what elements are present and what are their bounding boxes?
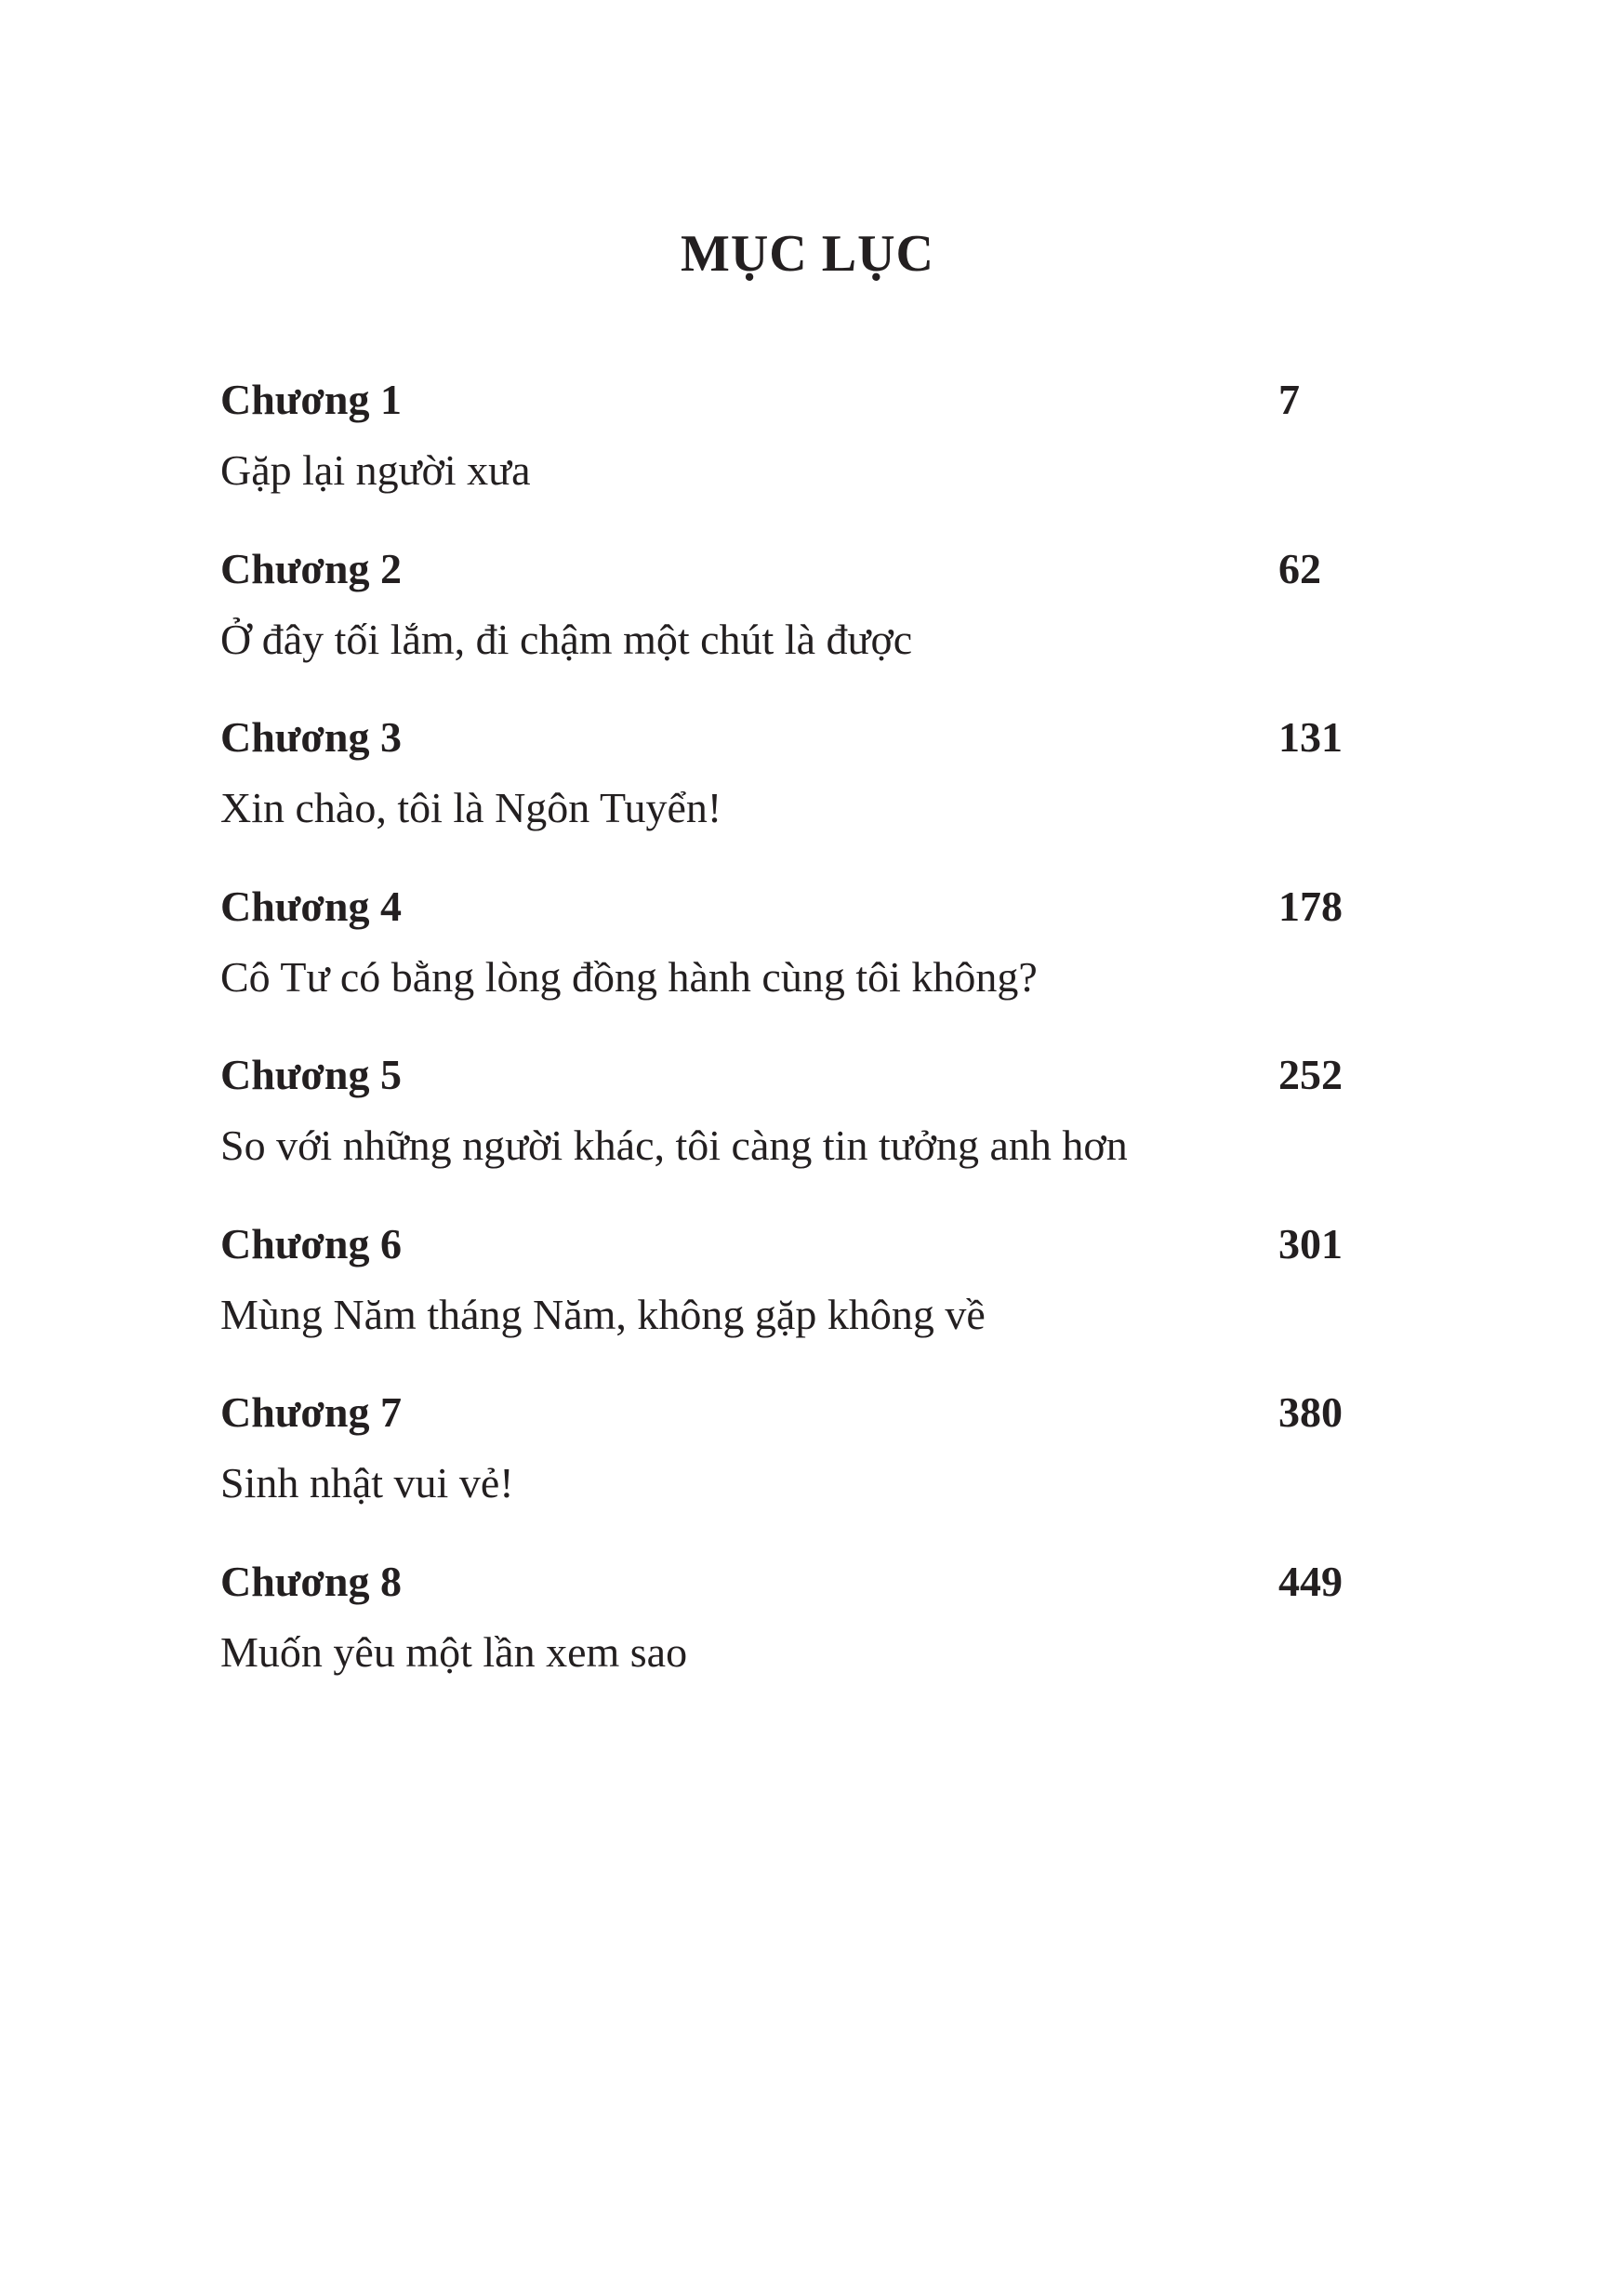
chapter-page-number: 62	[1278, 544, 1321, 592]
chapter-heading-row	[220, 537, 1355, 602]
table-of-contents	[220, 367, 1355, 1718]
chapter-label: Chương 3	[220, 713, 402, 761]
chapter-subtitle: Xin chào, tôi là Ngôn Tuyển!	[220, 784, 722, 831]
toc-entry-1[interactable]	[220, 367, 1355, 537]
chapter-label: Chương 4	[220, 882, 402, 930]
chapter-label: Chương 2	[220, 544, 402, 592]
chapter-heading-row	[220, 705, 1355, 770]
chapter-heading-row	[220, 1042, 1355, 1108]
chapter-subtitle: Ở đây tối lắm, đi chậm một chút là được	[220, 615, 913, 663]
toc-entry-3[interactable]	[220, 705, 1355, 874]
chapter-label: Chương 1	[220, 376, 402, 423]
chapter-label: Chương 6	[220, 1219, 402, 1267]
chapter-heading-row	[220, 1212, 1355, 1277]
chapter-page-number: 301	[1278, 1219, 1343, 1267]
chapter-label: Chương 7	[220, 1388, 402, 1436]
toc-entry-6[interactable]	[220, 1212, 1355, 1381]
chapter-subtitle: So với những người khác, tôi càng tin tưởng anh hơn	[220, 1121, 1128, 1169]
chapter-page-number: 131	[1278, 713, 1343, 761]
chapter-page-number: 178	[1278, 882, 1343, 930]
chapter-heading-row	[220, 874, 1355, 939]
chapter-subtitle: Muốn yêu một lần xem sao	[220, 1627, 688, 1676]
chapter-heading-row	[220, 367, 1355, 432]
chapter-subtitle: Sinh nhật vui vẻ!	[220, 1459, 514, 1506]
chapter-page-number: 449	[1278, 1557, 1343, 1605]
toc-entry-8[interactable]	[220, 1549, 1355, 1719]
chapter-subtitle: Cô Tư có bằng lòng đồng hành cùng tôi không?	[220, 952, 1038, 1001]
chapter-page-number: 7	[1278, 376, 1300, 423]
chapter-subtitle: Gặp lại người xưa	[220, 446, 531, 494]
chapter-page-number: 380	[1278, 1388, 1343, 1436]
page-title: MỤC LỤC	[681, 225, 934, 283]
chapter-page-number: 252	[1278, 1051, 1343, 1098]
chapter-label: Chương 8	[220, 1557, 402, 1605]
toc-entry-2[interactable]	[220, 537, 1355, 706]
chapter-heading-row	[220, 1549, 1355, 1614]
toc-entry-4[interactable]	[220, 874, 1355, 1043]
toc-entry-7[interactable]	[220, 1380, 1355, 1549]
toc-entry-5[interactable]	[220, 1042, 1355, 1212]
chapter-heading-row	[220, 1380, 1355, 1445]
chapter-subtitle: Mùng Năm tháng Năm, không gặp không về	[220, 1290, 986, 1338]
chapter-label: Chương 5	[220, 1051, 402, 1098]
